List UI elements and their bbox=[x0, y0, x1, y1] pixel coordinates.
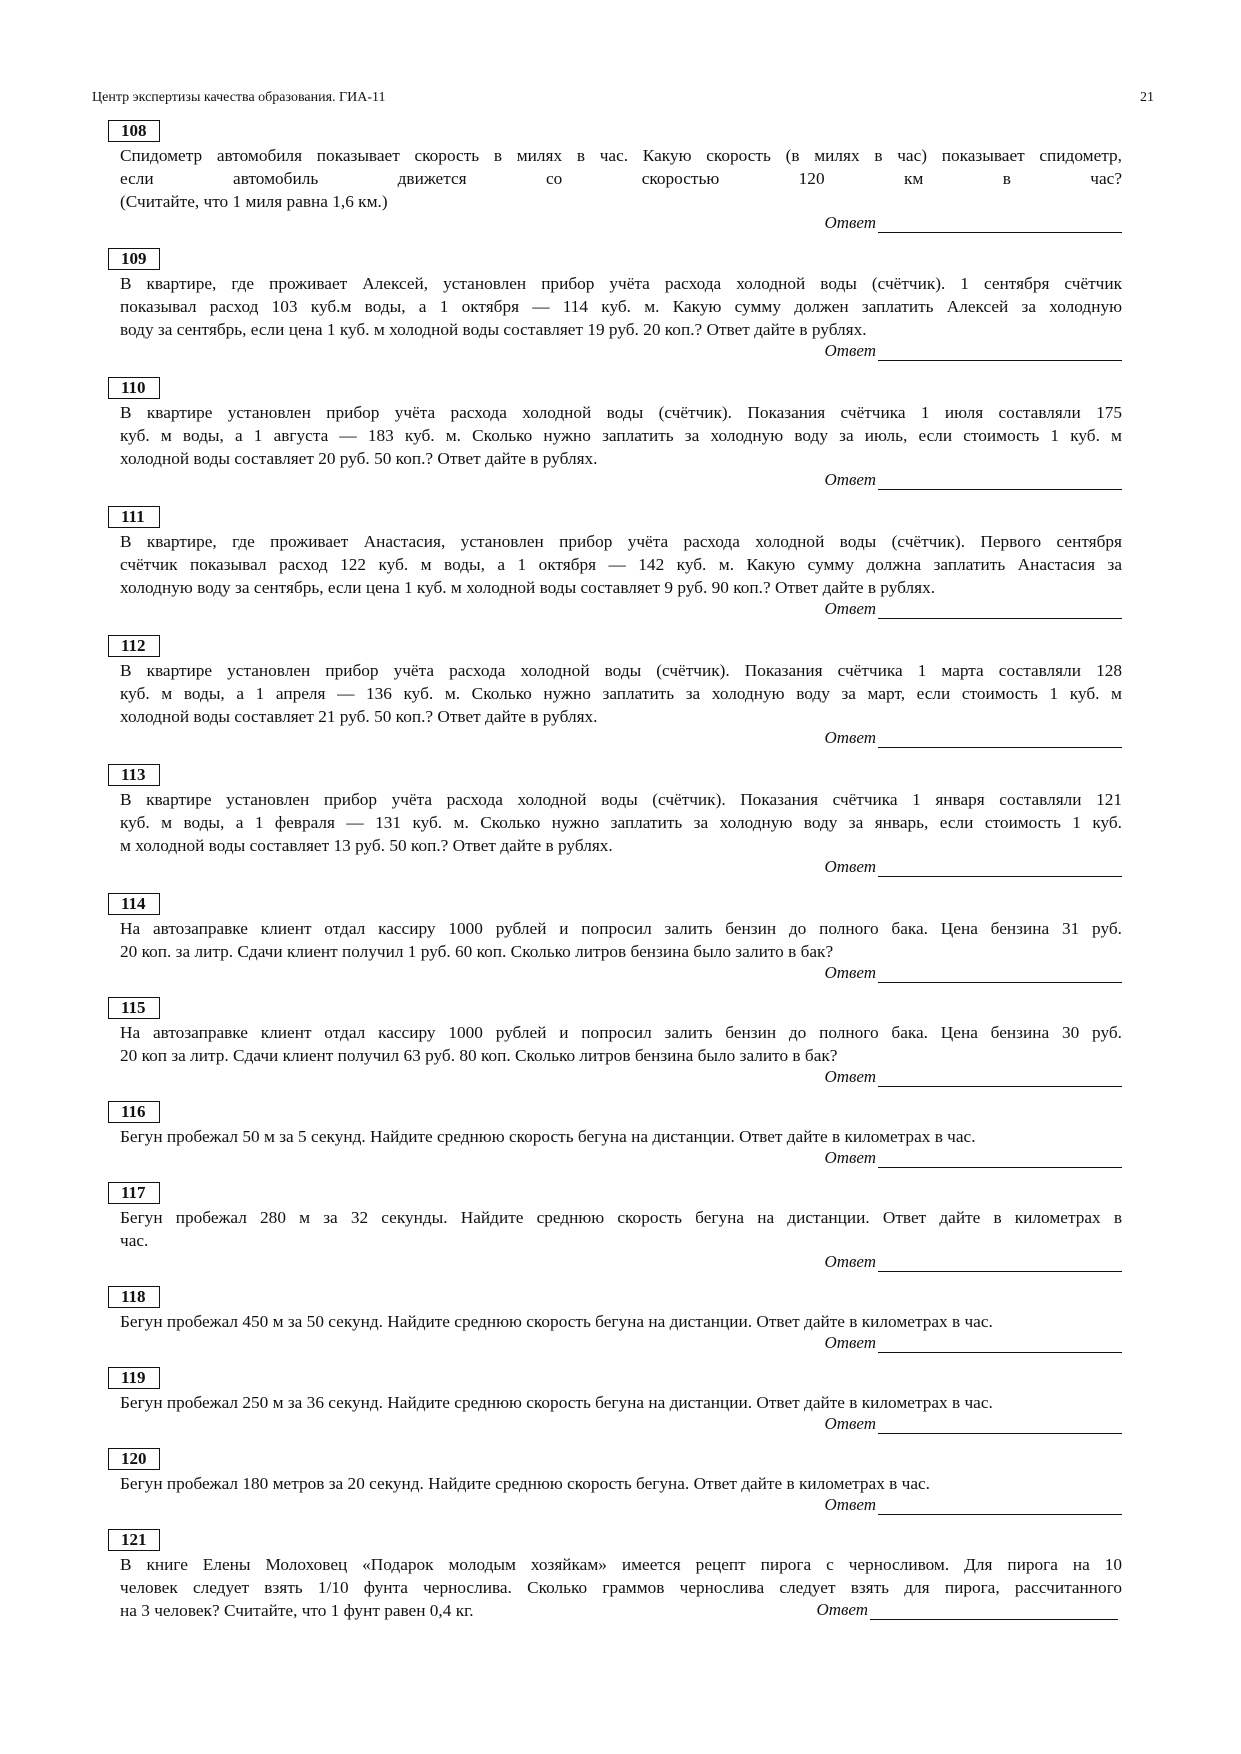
answer-field bbox=[108, 963, 1122, 985]
answer-blank-line[interactable] bbox=[878, 618, 1122, 619]
problem-list bbox=[0, 108, 1241, 1622]
problem-text-line: куб. м воды, а 1 апреля — 136 куб. м. Сколько нужно заплатить за холодную воду за март, если стоимость 1 куб. м bbox=[120, 684, 1122, 703]
answer-blank-line[interactable] bbox=[878, 232, 1122, 233]
answer-label: Ответ bbox=[824, 1495, 876, 1514]
problem-text-line: час. bbox=[120, 1231, 149, 1250]
answer-field bbox=[108, 857, 1122, 879]
problem-text-line: На автозаправке клиент отдал кассиру 1000 рублей и попросил залить бензин до полного бака. Цена бензина 31 руб. bbox=[120, 919, 1122, 938]
problem-text-line: куб. м воды, а 1 августа — 183 куб. м. Сколько нужно заплатить за холодную воду за июль, если стоимость 1 куб. м bbox=[120, 426, 1122, 445]
answer-label: Ответ bbox=[824, 1067, 876, 1086]
answer-blank-line[interactable] bbox=[878, 1167, 1122, 1168]
problem-text-line: холодной воды составляет 20 руб. 50 коп.? Ответ дайте в рублях. bbox=[120, 449, 598, 468]
problem-text-line: на 3 человек? Считайте, что 1 фунт равен 0,4 кг. bbox=[120, 1601, 474, 1620]
answer-field bbox=[108, 1414, 1122, 1436]
problem-text-line: м холодной воды составляет 13 руб. 50 коп.? Ответ дайте в рублях. bbox=[120, 836, 613, 855]
problem-number-box: 118 bbox=[108, 1286, 160, 1308]
problem-text bbox=[120, 272, 1122, 341]
problem-number-box: 113 bbox=[108, 764, 160, 786]
problem-112 bbox=[108, 635, 1122, 750]
answer-field bbox=[108, 1252, 1122, 1274]
answer-label: Ответ bbox=[824, 1414, 876, 1433]
problem-text bbox=[120, 1125, 1122, 1148]
answer-label: Ответ bbox=[824, 857, 876, 876]
problem-number-box: 115 bbox=[108, 997, 160, 1019]
header-title: Центр экспертизы качества образования. ГИА-11 bbox=[92, 90, 386, 105]
answer-label: Ответ bbox=[824, 213, 876, 232]
problem-number-box: 116 bbox=[108, 1101, 160, 1123]
problem-number-box: 112 bbox=[108, 635, 160, 657]
problem-118 bbox=[108, 1286, 1122, 1355]
problem-119 bbox=[108, 1367, 1122, 1436]
problem-text bbox=[120, 788, 1122, 857]
answer-field bbox=[803, 1600, 1118, 1622]
answer-field bbox=[108, 1495, 1122, 1517]
answer-blank-line[interactable] bbox=[878, 747, 1122, 748]
problem-text-line: Бегун пробежал 50 м за 5 секунд. Найдите среднюю скорость бегуна на дистанции. Ответ дайте в километрах в час. bbox=[120, 1127, 976, 1146]
problem-109 bbox=[108, 248, 1122, 363]
answer-blank-line[interactable] bbox=[878, 1352, 1122, 1353]
problem-115 bbox=[108, 997, 1122, 1089]
problem-108 bbox=[108, 120, 1122, 235]
answer-label: Ответ bbox=[824, 599, 876, 618]
problem-text-line: Бегун пробежал 280 м за 32 секунды. Найдите среднюю скорость бегуна на дистанции. Ответ дайте в километрах в bbox=[120, 1208, 1122, 1227]
problem-text-line: Спидометр автомобиля показывает скорость в милях в час. Какую скорость (в милях в час) показывает спидометр, bbox=[120, 146, 1122, 165]
answer-label: Ответ bbox=[824, 963, 876, 982]
problem-text bbox=[120, 1391, 1122, 1414]
problem-number-box: 109 bbox=[108, 248, 160, 270]
page-number: 21 bbox=[1140, 90, 1154, 105]
problem-number-box: 114 bbox=[108, 893, 160, 915]
page-header bbox=[92, 90, 1154, 110]
problem-121 bbox=[108, 1529, 1122, 1622]
problem-number-box: 121 bbox=[108, 1529, 160, 1551]
problem-number-box: 117 bbox=[108, 1182, 160, 1204]
problem-text-line: В квартире установлен прибор учёта расхода холодной воды (счётчик). Показания счётчика 1 января составляли 121 bbox=[120, 790, 1122, 809]
problem-text bbox=[120, 530, 1122, 599]
problem-text-line: В квартире установлен прибор учёта расхода холодной воды (счётчик). Показания счётчика 1 марта составляли 128 bbox=[120, 661, 1122, 680]
answer-label: Ответ bbox=[824, 1333, 876, 1352]
answer-field bbox=[108, 728, 1122, 750]
problem-text bbox=[120, 1206, 1122, 1252]
answer-blank-line[interactable] bbox=[878, 982, 1122, 983]
problem-text-line: человек следует взять 1/10 фунта чернослива. Сколько граммов чернослива следует взять для пирога, рассчитанного bbox=[120, 1578, 1122, 1597]
problem-114 bbox=[108, 893, 1122, 985]
problem-text bbox=[120, 1021, 1122, 1067]
problem-text bbox=[120, 401, 1122, 470]
answer-field bbox=[108, 1067, 1122, 1089]
problem-number-box: 111 bbox=[108, 506, 160, 528]
answer-label: Ответ bbox=[824, 1252, 876, 1271]
problem-text bbox=[120, 1310, 1122, 1333]
answer-field bbox=[108, 470, 1122, 492]
problem-number-box: 119 bbox=[108, 1367, 160, 1389]
problem-text-line: 20 коп за литр. Сдачи клиент получил 63 руб. 80 коп. Сколько литров бензина было залито в бак? bbox=[120, 1046, 838, 1065]
problem-117 bbox=[108, 1182, 1122, 1274]
answer-blank-line[interactable] bbox=[870, 1619, 1118, 1620]
problem-text-line: счётчик показывал расход 122 куб. м воды, а 1 октября — 142 куб. м. Какую сумму должна заплатить Анастасия за bbox=[120, 555, 1122, 574]
answer-field bbox=[108, 1333, 1122, 1355]
answer-label: Ответ bbox=[824, 341, 876, 360]
answer-field bbox=[108, 1148, 1122, 1170]
answer-blank-line[interactable] bbox=[878, 1271, 1122, 1272]
problem-text bbox=[120, 659, 1122, 728]
answer-blank-line[interactable] bbox=[878, 876, 1122, 877]
problem-116 bbox=[108, 1101, 1122, 1170]
problem-number-box: 120 bbox=[108, 1448, 160, 1470]
answer-field bbox=[108, 599, 1122, 621]
answer-label: Ответ bbox=[824, 1148, 876, 1167]
problem-text-line: если автомобиль движется со скоростью 120 км в час? bbox=[120, 169, 1122, 188]
problem-text-line: В квартире, где проживает Алексей, установлен прибор учёта расхода холодной воды (счётчик). 1 сентября счётчик bbox=[120, 274, 1122, 293]
answer-label: Ответ bbox=[824, 470, 876, 489]
problem-text bbox=[120, 144, 1122, 213]
problem-110 bbox=[108, 377, 1122, 492]
problem-111 bbox=[108, 506, 1122, 621]
problem-number-box: 110 bbox=[108, 377, 160, 399]
problem-text-line: В квартире установлен прибор учёта расхода холодной воды (счётчик). Показания счётчика 1 июля составляли 175 bbox=[120, 403, 1122, 422]
problem-text-line: Бегун пробежал 450 м за 50 секунд. Найдите среднюю скорость бегуна на дистанции. Ответ дайте в километрах в час. bbox=[120, 1312, 993, 1331]
problem-text-line: показывал расход 103 куб.м воды, а 1 октября — 114 куб. м. Какую сумму должен заплатить Алексей за холодную bbox=[120, 297, 1122, 316]
problem-text-line: холодной воды составляет 21 руб. 50 коп.? Ответ дайте в рублях. bbox=[120, 707, 598, 726]
problem-text-line: холодную воду за сентябрь, если цена 1 куб. м холодной воды составляет 9 руб. 90 коп.? Ответ дайте в рублях. bbox=[120, 578, 936, 597]
problem-text-line: В книге Елены Молоховец «Подарок молодым хозяйкам» имеется рецепт пирога с черносливом. Для пирога на 10 bbox=[120, 1555, 1122, 1574]
problem-113 bbox=[108, 764, 1122, 879]
problem-text-line: воду за сентябрь, если цена 1 куб. м холодной воды составляет 19 руб. 20 коп.? Ответ дайте в рублях. bbox=[120, 320, 867, 339]
problem-number-box: 108 bbox=[108, 120, 160, 142]
problem-text-line: В квартире, где проживает Анастасия, установлен прибор учёта расхода холодной воды (счётчик). Первого сентября bbox=[120, 532, 1122, 551]
problem-text-line: 20 коп. за литр. Сдачи клиент получил 1 руб. 60 коп. Сколько литров бензина было залито в бак? bbox=[120, 942, 834, 961]
problem-text-line: Бегун пробежал 250 м за 36 секунд. Найдите среднюю скорость бегуна на дистанции. Ответ дайте в километрах в час. bbox=[120, 1393, 993, 1412]
problem-text-line: (Считайте, что 1 миля равна 1,6 км.) bbox=[120, 192, 388, 211]
answer-blank-line[interactable] bbox=[878, 1086, 1122, 1087]
answer-blank-line[interactable] bbox=[878, 489, 1122, 490]
problem-text bbox=[120, 1472, 1122, 1495]
problem-120 bbox=[108, 1448, 1122, 1517]
problem-text-line: куб. м воды, а 1 февраля — 131 куб. м. Сколько нужно заплатить за холодную воду за январь, если стоимость 1 куб. bbox=[120, 813, 1122, 832]
answer-label: Ответ bbox=[816, 1600, 868, 1619]
problem-text bbox=[120, 917, 1122, 963]
problem-text-line: Бегун пробежал 180 метров за 20 секунд. Найдите среднюю скорость бегуна. Ответ дайте в километрах в час. bbox=[120, 1474, 930, 1493]
answer-field bbox=[108, 213, 1122, 235]
answer-label: Ответ bbox=[824, 728, 876, 747]
answer-blank-line[interactable] bbox=[878, 1433, 1122, 1434]
answer-blank-line[interactable] bbox=[878, 1514, 1122, 1515]
answer-blank-line[interactable] bbox=[878, 360, 1122, 361]
answer-field bbox=[108, 341, 1122, 363]
problem-text-line: На автозаправке клиент отдал кассиру 1000 рублей и попросил залить бензин до полного бака. Цена бензина 30 руб. bbox=[120, 1023, 1122, 1042]
